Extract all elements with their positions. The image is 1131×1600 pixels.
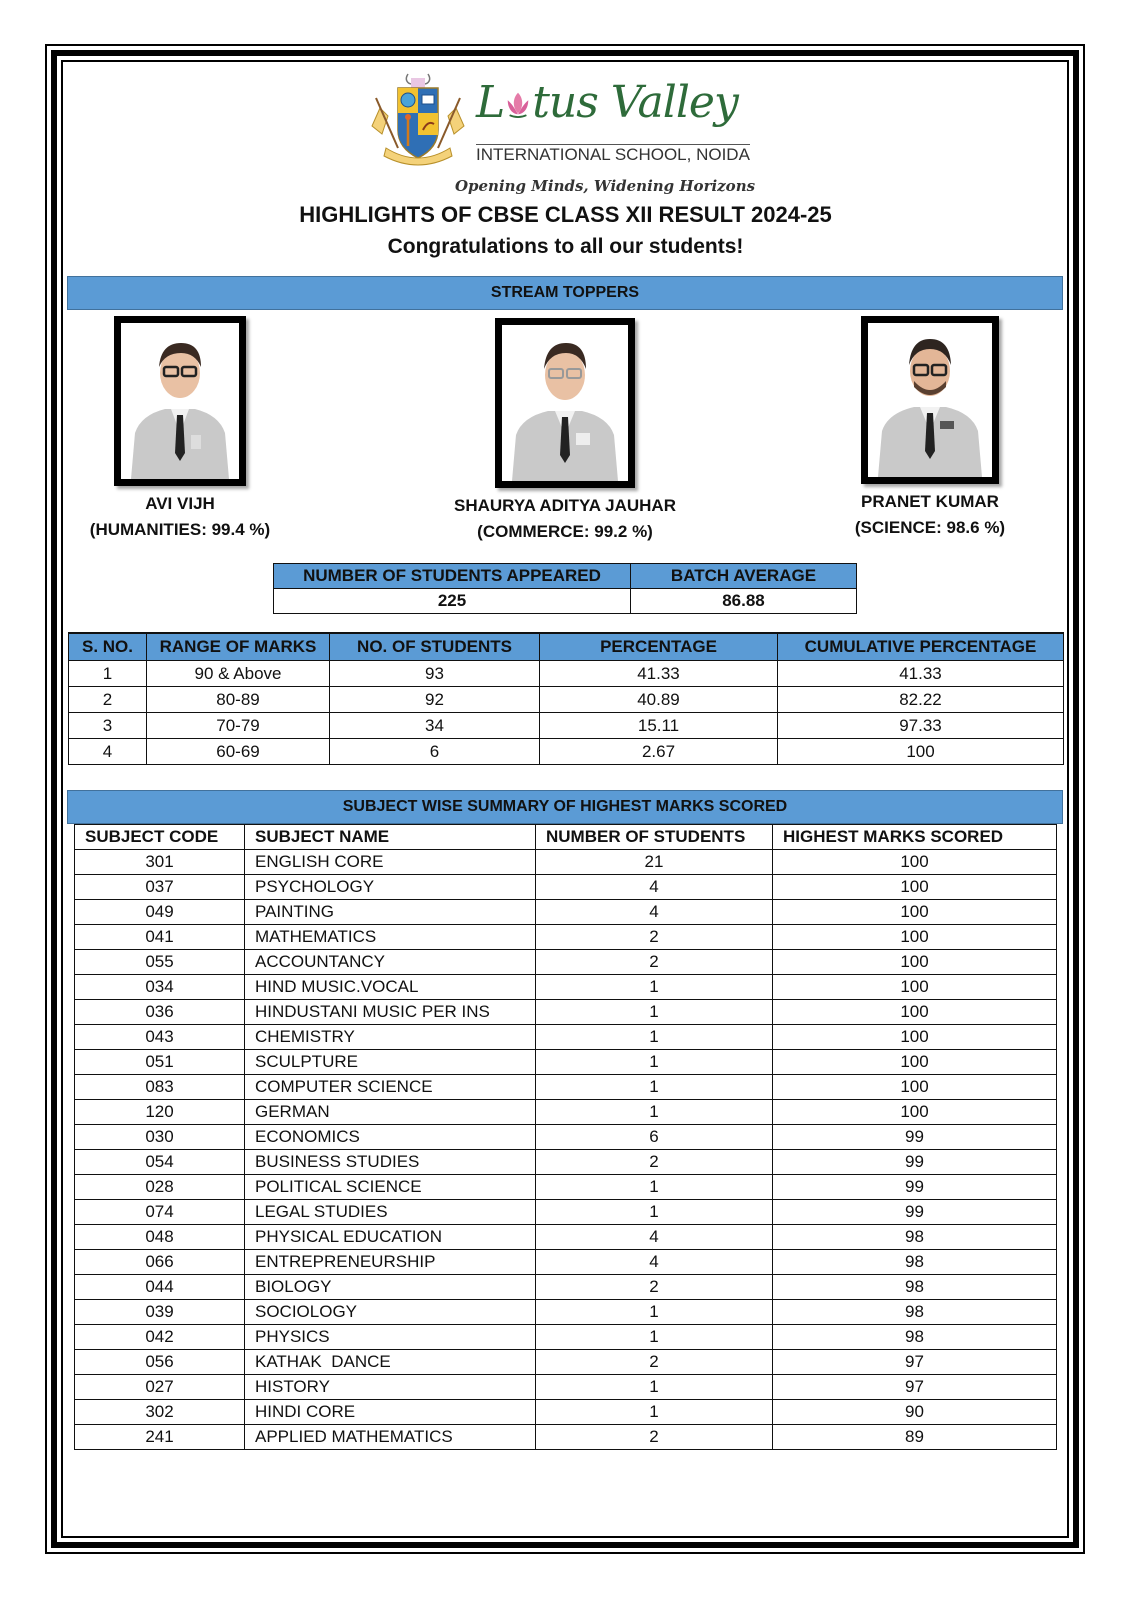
subject-name-cell: CHEMISTRY [245, 1025, 536, 1050]
topper-card-commerce [425, 318, 705, 542]
header-s-no: S. NO. [69, 633, 147, 661]
highest-marks-cell: 100 [773, 925, 1057, 950]
subject-code-cell: 083 [75, 1075, 245, 1100]
header-range-of-marks: RANGE OF MARKS [147, 633, 330, 661]
number-of-students-cell: 1 [536, 1075, 773, 1100]
subject-name-cell: GERMAN [245, 1100, 536, 1125]
highest-marks-cell: 99 [773, 1200, 1057, 1225]
subject-code-cell: 051 [75, 1050, 245, 1075]
subject-name-cell: PHYSICS [245, 1325, 536, 1350]
number-of-students-cell: 4 [536, 1225, 773, 1250]
topper-name: AVI VIJH [145, 494, 215, 513]
subject-code-cell: 042 [75, 1325, 245, 1350]
table-row [69, 661, 1064, 687]
number-of-students-cell: 6 [536, 1125, 773, 1150]
number-of-students-cell: 1 [536, 1325, 773, 1350]
highest-marks-cell: 98 [773, 1275, 1057, 1300]
subject-name-cell: ENTREPRENEURSHIP [245, 1250, 536, 1275]
header-batch-average: BATCH AVERAGE [631, 564, 857, 589]
table-row [274, 589, 857, 614]
students-appeared-value: 225 [274, 589, 631, 614]
highest-marks-cell: 97 [773, 1375, 1057, 1400]
subject-name-cell: MATHEMATICS [245, 925, 536, 950]
lotus-flower-icon [504, 76, 532, 106]
number-of-students-cell: 4 [536, 1250, 773, 1275]
range-of-marks-cell: 60-69 [147, 739, 330, 765]
student-portrait-icon [121, 323, 239, 479]
subject-code-cell: 027 [75, 1375, 245, 1400]
number-of-students-cell: 2 [536, 1275, 773, 1300]
table-row [75, 1225, 1057, 1250]
header-cumulative-percentage: CUMULATIVE PERCENTAGE [778, 633, 1064, 661]
brand-name-rest: tus Valley [532, 77, 738, 128]
highest-marks-cell: 90 [773, 1400, 1057, 1425]
topper-card-humanities [70, 316, 290, 540]
highest-marks-cell: 99 [773, 1175, 1057, 1200]
table-row [75, 1100, 1057, 1125]
highest-marks-cell: 100 [773, 850, 1057, 875]
highest-marks-cell: 100 [773, 1025, 1057, 1050]
highest-marks-cell: 99 [773, 1125, 1057, 1150]
topper-score: (SCIENCE: 98.6 %) [854, 518, 1006, 537]
batch-average-value: 86.88 [631, 589, 857, 614]
header-number-of-students: NUMBER OF STUDENTS [536, 825, 773, 850]
table-row [69, 687, 1064, 713]
table-row [75, 1075, 1057, 1100]
topper-score: (COMMERCE: 99.2 %) [477, 522, 653, 541]
subject-code-cell: 048 [75, 1225, 245, 1250]
percentage-cell: 41.33 [540, 661, 778, 687]
subject-name-cell: HINDI CORE [245, 1400, 536, 1425]
highest-marks-cell: 97 [773, 1350, 1057, 1375]
header-subject-code: SUBJECT CODE [75, 825, 245, 850]
subject-code-cell: 054 [75, 1150, 245, 1175]
table-row [75, 875, 1057, 900]
percentage-cell: 2.67 [540, 739, 778, 765]
table-row [75, 1125, 1057, 1150]
highest-marks-cell: 100 [773, 950, 1057, 975]
subject-code-cell: 039 [75, 1300, 245, 1325]
table-row [75, 1150, 1057, 1175]
table-row [69, 713, 1064, 739]
subject-code-cell: 034 [75, 975, 245, 1000]
header-subject-name: SUBJECT NAME [245, 825, 536, 850]
table-row [75, 1025, 1057, 1050]
subject-code-cell: 037 [75, 875, 245, 900]
stream-toppers-header: STREAM TOPPERS [67, 276, 1063, 310]
school-tagline: Opening Minds, Widening Horizons [454, 177, 756, 195]
table-row [75, 900, 1057, 925]
percentage-cell: 15.11 [540, 713, 778, 739]
number-of-students-cell: 1 [536, 1175, 773, 1200]
cumulative-percentage-cell: 82.22 [778, 687, 1064, 713]
subject-code-cell: 241 [75, 1425, 245, 1450]
subject-name-cell: SOCIOLOGY [245, 1300, 536, 1325]
highest-marks-cell: 100 [773, 1100, 1057, 1125]
table-row [75, 850, 1057, 875]
school-crest-icon [368, 68, 468, 168]
subject-name-cell: ECONOMICS [245, 1125, 536, 1150]
highest-marks-cell: 100 [773, 1075, 1057, 1100]
table-row [75, 975, 1057, 1000]
number-of-students-cell: 1 [536, 1400, 773, 1425]
highest-marks-cell: 99 [773, 1150, 1057, 1175]
number-of-students-cell: 4 [536, 875, 773, 900]
subject-name-cell: PSYCHOLOGY [245, 875, 536, 900]
subject-name-cell: PAINTING [245, 900, 536, 925]
student-portrait-icon [502, 325, 628, 481]
subject-code-cell: 301 [75, 850, 245, 875]
marks-distribution-table [68, 632, 1064, 765]
number-of-students-cell: 2 [536, 950, 773, 975]
topper-name: SHAURYA ADITYA JAUHAR [454, 496, 676, 515]
number-of-students-cell: 1 [536, 1375, 773, 1400]
subject-code-cell: 041 [75, 925, 245, 950]
number-of-students-cell: 1 [536, 1100, 773, 1125]
table-header-row [75, 825, 1057, 850]
highest-marks-cell: 98 [773, 1225, 1057, 1250]
number-of-students-cell: 21 [536, 850, 773, 875]
subject-code-cell: 049 [75, 900, 245, 925]
subject-code-cell: 028 [75, 1175, 245, 1200]
cumulative-percentage-cell: 41.33 [778, 661, 1064, 687]
number-of-students-cell: 1 [536, 1200, 773, 1225]
topper-score: (HUMANITIES: 99.4 %) [89, 520, 271, 539]
header-students-appeared: NUMBER OF STUDENTS APPEARED [274, 564, 631, 589]
table-row [75, 1000, 1057, 1025]
header-no-of-students: NO. OF STUDENTS [330, 633, 540, 661]
range-of-marks-cell: 80-89 [147, 687, 330, 713]
subject-code-cell: 044 [75, 1275, 245, 1300]
highest-marks-cell: 100 [773, 900, 1057, 925]
subject-name-cell: ACCOUNTANCY [245, 950, 536, 975]
subject-code-cell: 302 [75, 1400, 245, 1425]
brand-initial: L [476, 77, 505, 128]
table-row [75, 1200, 1057, 1225]
topper-photo [495, 318, 635, 488]
number-of-students-cell: 2 [536, 1425, 773, 1450]
subject-code-cell: 074 [75, 1200, 245, 1225]
subject-name-cell: BIOLOGY [245, 1275, 536, 1300]
range-of-marks-cell: 90 & Above [147, 661, 330, 687]
s-no-cell: 2 [69, 687, 147, 713]
no-of-students-cell: 93 [330, 661, 540, 687]
number-of-students-cell: 2 [536, 1150, 773, 1175]
subject-name-cell: HISTORY [245, 1375, 536, 1400]
s-no-cell: 4 [69, 739, 147, 765]
subject-code-cell: 055 [75, 950, 245, 975]
subject-name-cell: ENGLISH CORE [245, 850, 536, 875]
table-row [75, 1250, 1057, 1275]
header-highest-marks: HIGHEST MARKS SCORED [773, 825, 1057, 850]
subject-summary-table [74, 824, 1057, 1450]
school-full-name: INTERNATIONAL SCHOOL, NOIDA [476, 144, 750, 167]
topper-card-science [820, 316, 1040, 538]
school-logo [368, 68, 758, 172]
subject-name-cell: APPLIED MATHEMATICS [245, 1425, 536, 1450]
topper-name: PRANET KUMAR [861, 492, 999, 511]
subject-code-cell: 030 [75, 1125, 245, 1150]
table-row [75, 1300, 1057, 1325]
highest-marks-cell: 98 [773, 1325, 1057, 1350]
topper-photo [861, 316, 999, 484]
subject-name-cell: HIND MUSIC.VOCAL [245, 975, 536, 1000]
school-brand-name [476, 74, 738, 132]
subject-code-cell: 056 [75, 1350, 245, 1375]
number-of-students-cell: 1 [536, 1300, 773, 1325]
subject-code-cell: 120 [75, 1100, 245, 1125]
highest-marks-cell: 98 [773, 1250, 1057, 1275]
percentage-cell: 40.89 [540, 687, 778, 713]
number-of-students-cell: 1 [536, 1000, 773, 1025]
table-row [75, 1400, 1057, 1425]
subject-name-cell: PHYSICAL EDUCATION [245, 1225, 536, 1250]
subject-name-cell: HINDUSTANI MUSIC PER INS [245, 1000, 536, 1025]
table-header-row [274, 564, 857, 589]
number-of-students-cell: 4 [536, 900, 773, 925]
subject-name-cell: SCULPTURE [245, 1050, 536, 1075]
s-no-cell: 1 [69, 661, 147, 687]
subject-summary-header: SUBJECT WISE SUMMARY OF HIGHEST MARKS SCORED [67, 790, 1063, 824]
no-of-students-cell: 92 [330, 687, 540, 713]
subject-code-cell: 043 [75, 1025, 245, 1050]
header-percentage: PERCENTAGE [540, 633, 778, 661]
subject-name-cell: COMPUTER SCIENCE [245, 1075, 536, 1100]
page-subtitle: Congratulations to all our students! [387, 235, 744, 258]
number-of-students-cell: 2 [536, 1350, 773, 1375]
highest-marks-cell: 100 [773, 1000, 1057, 1025]
highest-marks-cell: 100 [773, 1050, 1057, 1075]
topper-photo [114, 316, 246, 486]
table-row [75, 1050, 1057, 1075]
cumulative-percentage-cell: 100 [778, 739, 1064, 765]
range-of-marks-cell: 70-79 [147, 713, 330, 739]
table-row [75, 1425, 1057, 1450]
table-row [75, 1175, 1057, 1200]
highest-marks-cell: 100 [773, 975, 1057, 1000]
subject-name-cell: BUSINESS STUDIES [245, 1150, 536, 1175]
s-no-cell: 3 [69, 713, 147, 739]
cumulative-percentage-cell: 97.33 [778, 713, 1064, 739]
student-portrait-icon [868, 323, 992, 477]
no-of-students-cell: 34 [330, 713, 540, 739]
subject-name-cell: POLITICAL SCIENCE [245, 1175, 536, 1200]
batch-summary-table [273, 563, 857, 614]
number-of-students-cell: 2 [536, 925, 773, 950]
highest-marks-cell: 89 [773, 1425, 1057, 1450]
no-of-students-cell: 6 [330, 739, 540, 765]
subject-code-cell: 036 [75, 1000, 245, 1025]
table-row [75, 1350, 1057, 1375]
subject-code-cell: 066 [75, 1250, 245, 1275]
table-header-row [69, 633, 1064, 661]
highest-marks-cell: 100 [773, 875, 1057, 900]
highest-marks-cell: 98 [773, 1300, 1057, 1325]
subject-name-cell: LEGAL STUDIES [245, 1200, 536, 1225]
table-row [75, 925, 1057, 950]
number-of-students-cell: 1 [536, 1050, 773, 1075]
number-of-students-cell: 1 [536, 1025, 773, 1050]
table-row [75, 1375, 1057, 1400]
table-row [75, 1325, 1057, 1350]
table-row [75, 950, 1057, 975]
table-row [75, 1275, 1057, 1300]
subject-name-cell: KATHAK DANCE [245, 1350, 536, 1375]
page-title: HIGHLIGHTS OF CBSE CLASS XII RESULT 2024-25 [299, 202, 832, 227]
table-row [69, 739, 1064, 765]
number-of-students-cell: 1 [536, 975, 773, 1000]
